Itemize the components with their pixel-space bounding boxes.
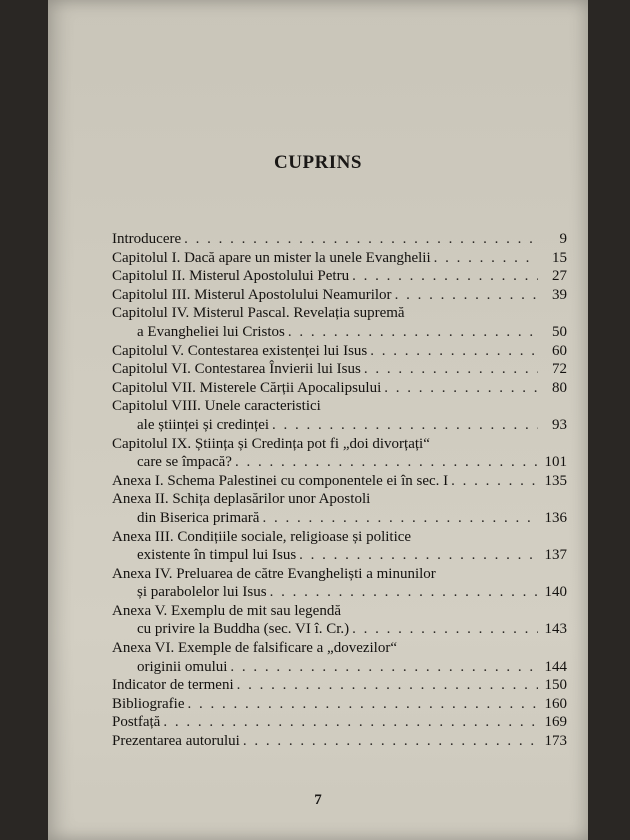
toc-entry-text: Indicator de termeni (112, 677, 234, 694)
toc-entry-title (112, 639, 567, 658)
toc-entry-title (112, 528, 567, 547)
dot-leader (262, 509, 538, 528)
toc-entry-text: Capitolul VIII. Unele caracteristici (112, 398, 321, 415)
toc-page-number: 169 (544, 714, 567, 731)
toc-page-number: 80 (552, 379, 567, 396)
toc-page-number: 15 (552, 249, 567, 266)
toc-entry-title (112, 713, 567, 732)
toc-entry-text: Capitolul V. Contestarea existenței lui Isus (112, 342, 368, 359)
toc-entry-continuation (112, 620, 567, 639)
toc-entry-title (112, 397, 567, 416)
dot-leader (299, 546, 538, 565)
dot-leader (270, 583, 538, 602)
table-of-contents (112, 230, 567, 751)
toc-entry-text: Bibliografie (112, 695, 185, 712)
toc-entry-title (112, 230, 567, 249)
toc-entry (112, 490, 567, 527)
toc-page-number: 60 (552, 342, 567, 359)
book-page (48, 0, 588, 840)
toc-entry-title (112, 249, 567, 268)
toc-entry-text: din Biserica primară (137, 509, 260, 526)
dot-leader (384, 379, 538, 398)
dot-leader (370, 342, 538, 361)
toc-entry (112, 565, 567, 602)
dot-leader (434, 249, 538, 268)
toc-entry-text: Capitolul VI. Contestarea Învierii lui Isus (112, 361, 361, 378)
toc-entry-text: ale științei și credinței (137, 416, 270, 433)
toc-page-number: 9 (559, 231, 567, 247)
toc-entry-text: Capitolul VII. Misterele Cărții Apocalipsului (112, 379, 382, 396)
toc-entry-text: Anexa II. Schița deplasărilor unor Apostoli (112, 491, 371, 508)
toc-page-number: 140 (544, 584, 567, 601)
toc-entry-text: Capitolul IV. Misterul Pascal. Revelația supremă (112, 305, 405, 322)
toc-entry-text: și parabolelor lui Isus (137, 584, 267, 601)
toc-page-number: 50 (552, 323, 567, 340)
dot-leader (184, 230, 538, 249)
toc-entry (112, 435, 567, 472)
dot-leader (237, 676, 538, 695)
toc-page-number: 135 (544, 472, 567, 489)
toc-entry (112, 602, 567, 639)
toc-entry-continuation (112, 416, 567, 435)
toc-page-number: 173 (544, 733, 567, 750)
dot-leader (230, 658, 538, 677)
dot-leader (163, 713, 538, 732)
toc-entry-title (112, 732, 567, 751)
toc-entry (112, 360, 567, 379)
dot-leader (187, 695, 538, 714)
toc-entry-text: Prezentarea autorului (112, 733, 240, 750)
toc-entry (112, 249, 567, 268)
toc-entry-title (112, 676, 567, 695)
toc-entry (112, 230, 567, 249)
toc-entry-text: Anexa IV. Preluarea de către Evangheliști a minunilor (112, 565, 436, 582)
toc-page-number: 160 (544, 695, 567, 712)
toc-entry-continuation (112, 546, 567, 565)
toc-entry-title (112, 286, 567, 305)
toc-entry-title (112, 490, 567, 509)
toc-page-number: 136 (544, 509, 567, 526)
toc-page-number: 143 (544, 621, 567, 638)
toc-entry (112, 713, 567, 732)
toc-entry-text: Capitolul II. Misterul Apostolului Petru (112, 268, 350, 285)
toc-entry-continuation (112, 509, 567, 528)
toc-page-number: 93 (552, 416, 567, 433)
toc-entry-text: Anexa III. Condițiile sociale, religioase și politice (112, 528, 412, 545)
toc-entry-title (112, 602, 567, 621)
toc-entry-title (112, 379, 567, 398)
toc-page-number: 144 (544, 658, 567, 675)
toc-entry-title (112, 435, 567, 454)
dot-leader (395, 286, 538, 305)
dot-leader (288, 323, 538, 342)
toc-entry-text: Capitolul IX. Știința și Credința pot fi „doi divorțați“ (112, 435, 430, 452)
toc-entry-text: Capitolul III. Misterul Apostolului Neamurilor (112, 286, 392, 303)
toc-entry-title (112, 360, 567, 379)
toc-entry (112, 379, 567, 398)
toc-entry (112, 676, 567, 695)
toc-entry (112, 304, 567, 341)
toc-entry-text: Anexa VI. Exemple de falsificare a „dovezilor“ (112, 640, 397, 657)
toc-entry-text: existente în timpul lui Isus (137, 547, 297, 564)
dot-leader (352, 267, 538, 286)
toc-entry (112, 472, 567, 491)
toc-entry-title (112, 304, 567, 323)
dot-leader (243, 732, 538, 751)
toc-entry-text: Capitolul I. Dacă apare un mister la unele Evanghelii (112, 249, 431, 266)
toc-entry-text: Anexa I. Schema Palestinei cu componentele ei în sec. I (112, 472, 449, 489)
dot-leader (235, 453, 538, 472)
toc-entry (112, 286, 567, 305)
toc-entry-text: cu privire la Buddha (sec. VI î. Cr.) (137, 621, 350, 638)
toc-entry-text: originii omului (137, 658, 228, 675)
toc-entry-title (112, 695, 567, 714)
page-title: CUPRINS (274, 152, 362, 173)
toc-entry (112, 695, 567, 714)
toc-page-number: 39 (552, 286, 567, 303)
toc-entry-continuation (112, 453, 567, 472)
page-number: 7 (314, 792, 322, 808)
toc-entry-text: a Evangheliei lui Cristos (137, 323, 285, 340)
toc-page-number: 150 (544, 677, 567, 694)
dot-leader (364, 360, 538, 379)
toc-entry-text: Anexa V. Exemplu de mit sau legendă (112, 602, 341, 619)
toc-entry-title (112, 342, 567, 361)
toc-entry (112, 732, 567, 751)
dot-leader (352, 620, 538, 639)
toc-entry-continuation (112, 583, 567, 602)
toc-entry-title (112, 472, 567, 491)
toc-entry-continuation (112, 658, 567, 677)
toc-entry (112, 639, 567, 676)
toc-page-number: 101 (544, 454, 567, 471)
toc-entry-text: Postfață (112, 714, 161, 731)
toc-entry-text: Introducere (112, 231, 182, 247)
toc-entry (112, 397, 567, 434)
toc-entry-text: care se împacă? (137, 454, 232, 471)
toc-entry-title (112, 565, 567, 584)
toc-entry (112, 267, 567, 286)
toc-entry (112, 342, 567, 361)
toc-page-number: 137 (544, 547, 567, 564)
toc-page-number: 27 (552, 268, 567, 285)
dot-leader (272, 416, 538, 435)
toc-page-number: 72 (552, 361, 567, 378)
dot-leader (451, 472, 538, 491)
toc-entry (112, 528, 567, 565)
toc-entry-continuation (112, 323, 567, 342)
toc-entry-title (112, 267, 567, 286)
